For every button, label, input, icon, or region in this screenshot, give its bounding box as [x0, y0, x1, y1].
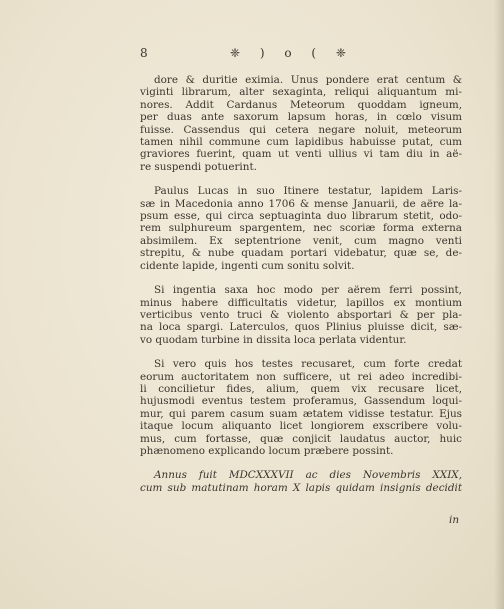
- text-line: Si ingentia saxa hoc modo per aërem ferri possint,: [154, 284, 462, 297]
- text-line: graviores fuerint, quam ut venti ullius vi tam diu in aë-: [140, 148, 462, 161]
- text-line: phænomeno explicando locum præbere possint.: [140, 444, 394, 457]
- text-line: viginti librarum, alter sexaginta, reliqui aliquantum mi-: [140, 86, 462, 99]
- text-line: sæ in Macedonia anno 1706 & mense Januarii, de aëre la-: [140, 197, 462, 210]
- text-line: per duas ante saxorum lapsum horas, in cœlo visum: [140, 111, 462, 124]
- page-header: [140, 46, 470, 64]
- text-line: dore & duritie eximia. Unus pondere erat centum &: [154, 74, 462, 86]
- text-line: tamen nihil commune cum lapidibus habuisse putat, cum: [140, 136, 462, 149]
- paragraph: [140, 74, 462, 173]
- text-line: verticibus vento truci & violento absportari & per pla-: [140, 308, 462, 321]
- text-line: mur, qui parem casum suam ætatem vidisse testatur. Ejus: [140, 407, 462, 420]
- text-line: na loca spargi. Laterculos, quos Plinius pluisse dicit, sæ-: [140, 321, 462, 334]
- text-line: Si vero quis hos testes recusaret, cum forte credat: [154, 358, 462, 371]
- text-line: eorum auctoritatem non sufficere, ut rei adeo incredibi-: [140, 370, 462, 383]
- text-line: minus habere difficultatis videtur, lapillos ex montium: [140, 296, 462, 309]
- text-line: strepitu, & nube quadam portari videbatur, quæ se, de-: [140, 247, 462, 260]
- text-line: absimilem. Ex septentrione venit, cum magno venti: [140, 234, 462, 247]
- text-line: cidente lapide, ingenti cum sonitu solvit.: [140, 259, 355, 272]
- paragraph: [140, 185, 462, 272]
- text-line: mus, cum fortasse, quæ conjicit laudatus auctor, huic: [140, 432, 462, 445]
- text-line: Paulus Lucas in suo Itinere testatur, lapidem Laris-: [154, 185, 462, 198]
- text-line: cum sub matutinam horam X lapis quidam insignis decidit: [140, 481, 462, 494]
- text-line: nores. Addit Cardanus Meteorum quoddam igneum,: [140, 98, 462, 111]
- text-line: psum esse, qui circa septuaginta duo librarum stetit, odo-: [140, 210, 462, 223]
- header-ornament: ❈ ) o ( ❈: [230, 46, 354, 60]
- closing-paragraph: [140, 469, 462, 494]
- text-line: li concilietur fides, alium, quem vix recusare licet,: [140, 382, 462, 395]
- paragraph: [140, 284, 462, 346]
- body-text: [140, 74, 462, 494]
- paragraph: [140, 358, 462, 457]
- text-line: rem sulphureum spargentem, nec scoriæ forma externa: [140, 222, 462, 235]
- text-line: vo quodam turbine in dissita loca perlata videntur.: [140, 333, 407, 346]
- text-line: hujusmodi eventus testem proferamus, Gassendum loqui-: [140, 395, 462, 408]
- text-line: itaque locum aliquanto licet longiorem exscribere volu-: [140, 420, 462, 433]
- page-number: 8: [140, 46, 148, 60]
- text-line: re suspendi potuerint.: [140, 160, 257, 173]
- text-line: Annus fuit MDCXXXVII ac dies Novembris XXIX,: [154, 469, 462, 482]
- catchword: in: [449, 514, 460, 526]
- text-line: fuisse. Cassendus qui cetera negare noluit, meteorum: [140, 123, 462, 136]
